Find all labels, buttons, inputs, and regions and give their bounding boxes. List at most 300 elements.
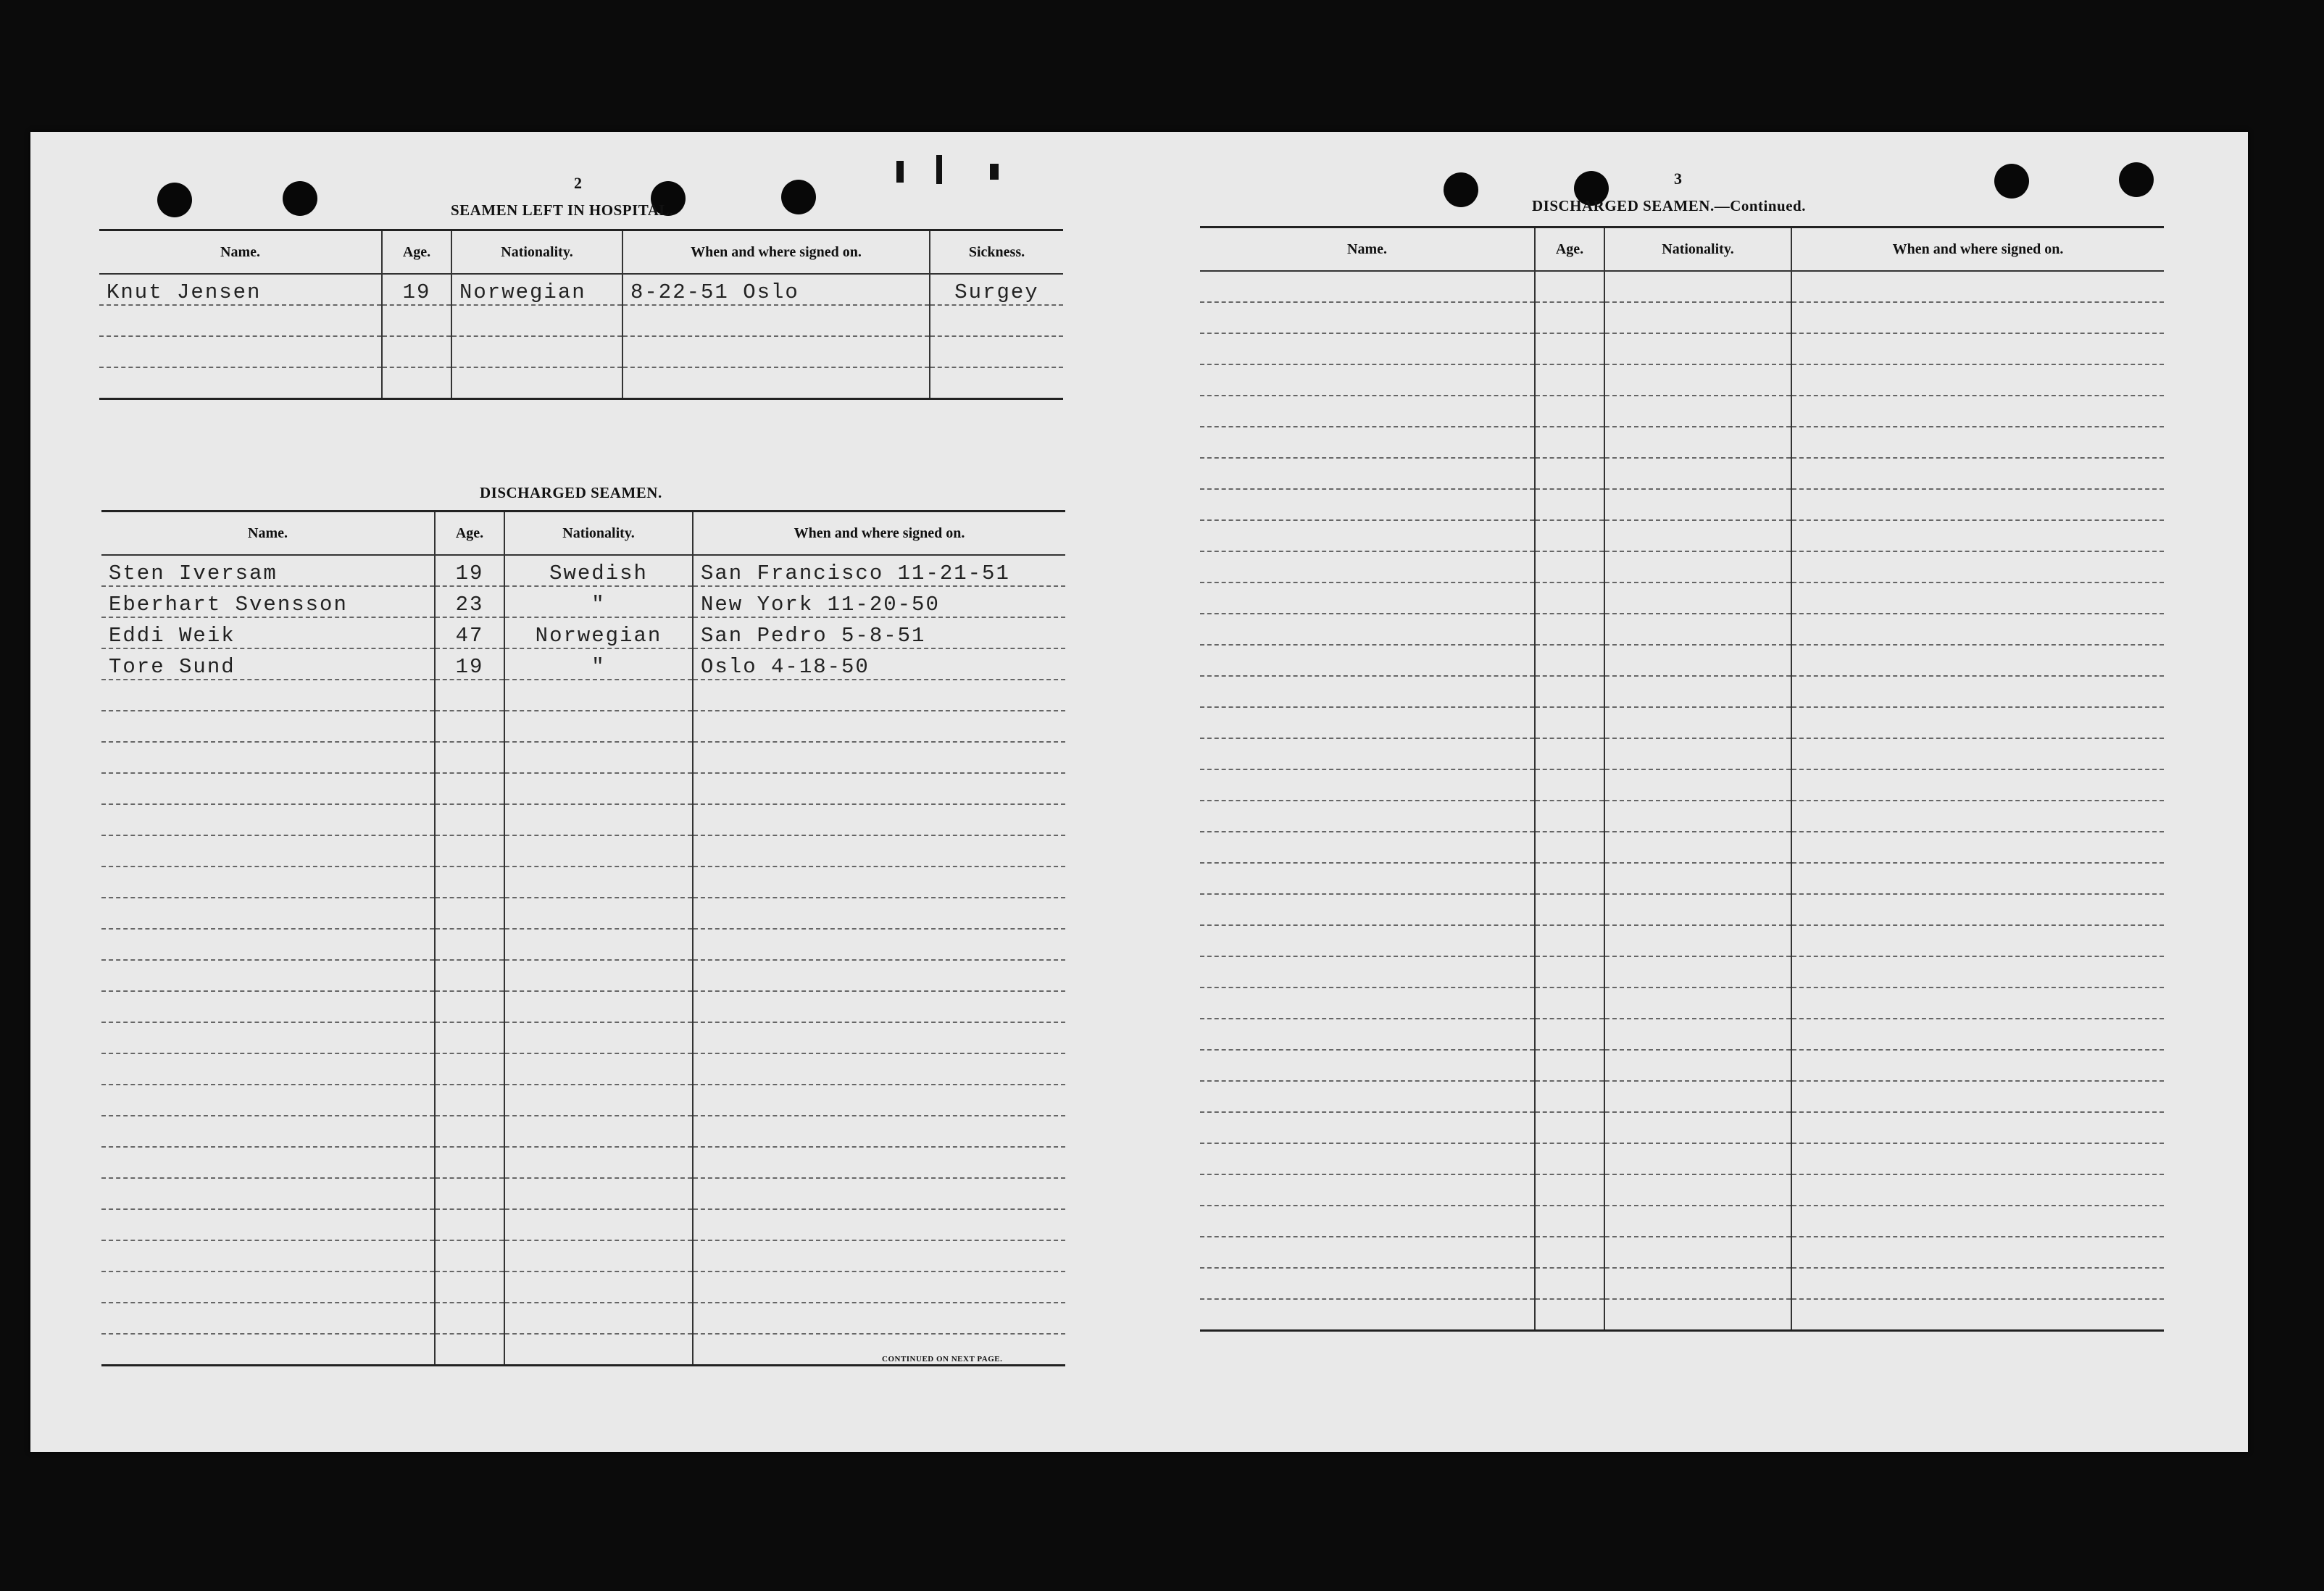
cell-name <box>101 898 435 929</box>
column-header-age: Age. <box>1535 227 1604 272</box>
cell-age: 47 <box>435 617 504 648</box>
column-header-signed-on: When and where signed on. <box>622 230 930 275</box>
cell-sickness <box>930 305 1063 336</box>
cell-nationality <box>1604 894 1791 925</box>
cell-signed-on <box>693 1303 1065 1334</box>
cell-name <box>1200 1237 1535 1268</box>
cell-name <box>1200 1174 1535 1206</box>
left-page <box>30 132 1132 1452</box>
cell-signed-on <box>1791 645 2164 676</box>
table-row <box>1200 676 2164 707</box>
table-row <box>101 617 1065 648</box>
table-row <box>101 898 1065 929</box>
cell-signed-on <box>693 1240 1065 1271</box>
table-row <box>101 586 1065 617</box>
cell-name <box>1200 1268 1535 1299</box>
table-row <box>101 680 1065 711</box>
table-row <box>1200 956 2164 987</box>
cell-signed-on <box>1791 769 2164 801</box>
cell-nationality <box>1604 551 1791 582</box>
cell-age <box>1535 551 1604 582</box>
cell-name <box>1200 1143 1535 1174</box>
cell-age <box>1535 769 1604 801</box>
cell-nationality <box>504 898 693 929</box>
cell-signed-on <box>1791 707 2164 738</box>
cell-name: Knut Jensen <box>99 274 382 305</box>
cell-nationality <box>1604 956 1791 987</box>
cell-nationality <box>451 336 622 367</box>
cell-nationality <box>1604 1050 1791 1081</box>
cell-signed-on <box>693 711 1065 742</box>
table-row <box>1200 1206 2164 1237</box>
cell-name <box>1200 1112 1535 1143</box>
table-row <box>1200 333 2164 364</box>
cell-nationality <box>504 835 693 867</box>
table-row <box>101 1147 1065 1178</box>
right-page <box>1139 132 2248 1452</box>
table-row <box>1200 396 2164 427</box>
cell-name <box>101 804 435 835</box>
cell-nationality <box>504 742 693 773</box>
cell-signed-on <box>1791 551 2164 582</box>
cell-name <box>1200 1081 1535 1112</box>
continued-rows <box>1200 271 2164 1331</box>
punch-hole <box>1994 164 2029 199</box>
cell-signed-on <box>1791 676 2164 707</box>
punch-hole <box>781 180 816 214</box>
cell-signed-on <box>693 1209 1065 1240</box>
cell-signed-on <box>693 1334 1065 1366</box>
cell-name <box>101 680 435 711</box>
cell-signed-on <box>1791 1050 2164 1081</box>
cell-nationality <box>1604 458 1791 489</box>
table-row <box>101 1303 1065 1334</box>
cell-nationality <box>504 991 693 1022</box>
cell-sickness <box>930 336 1063 367</box>
cell-name <box>101 1116 435 1147</box>
cell-nationality <box>504 1178 693 1209</box>
cell-signed-on: San Francisco 11-21-51 <box>693 555 1065 586</box>
cell-age <box>435 960 504 991</box>
cell-signed-on <box>1791 1268 2164 1299</box>
cell-nationality <box>1604 1237 1791 1268</box>
cell-signed-on <box>693 773 1065 804</box>
cell-nationality <box>1604 676 1791 707</box>
cell-age <box>435 742 504 773</box>
table-row <box>1200 1174 2164 1206</box>
cell-nationality <box>504 867 693 898</box>
cell-name <box>1200 863 1535 894</box>
cell-signed-on <box>1791 333 2164 364</box>
cell-name <box>1200 738 1535 769</box>
table-row <box>99 274 1063 305</box>
table-row <box>101 711 1065 742</box>
table-row <box>1200 458 2164 489</box>
cell-age <box>1535 738 1604 769</box>
column-header-name: Name. <box>99 230 382 275</box>
cell-age <box>1535 614 1604 645</box>
cell-signed-on <box>1791 1143 2164 1174</box>
cell-name <box>1200 271 1535 302</box>
cell-signed-on <box>1791 1019 2164 1050</box>
table-row <box>101 1053 1065 1085</box>
table-row <box>101 1085 1065 1116</box>
cell-nationality <box>451 367 622 399</box>
cell-signed-on <box>693 1053 1065 1085</box>
cell-signed-on: New York 11-20-50 <box>693 586 1065 617</box>
cell-sickness <box>930 367 1063 399</box>
cell-nationality <box>1604 582 1791 614</box>
cell-signed-on <box>1791 582 2164 614</box>
cell-signed-on <box>693 1271 1065 1303</box>
table-row <box>101 773 1065 804</box>
cell-signed-on <box>693 1147 1065 1178</box>
punch-hole <box>157 183 192 217</box>
cell-nationality <box>1604 396 1791 427</box>
hospital-table <box>99 229 1063 400</box>
punch-hole <box>1444 172 1478 207</box>
cell-nationality <box>504 960 693 991</box>
cell-signed-on <box>1791 956 2164 987</box>
cell-age <box>1535 1206 1604 1237</box>
cell-nationality <box>1604 1143 1791 1174</box>
cell-nationality <box>504 711 693 742</box>
cell-age <box>382 305 451 336</box>
table-row <box>1200 364 2164 396</box>
discharged-header-row <box>101 511 1065 556</box>
cell-signed-on <box>693 680 1065 711</box>
cell-age: 19 <box>435 555 504 586</box>
cell-name: Eberhart Svensson <box>101 586 435 617</box>
cell-age <box>435 1271 504 1303</box>
cell-nationality <box>1604 1299 1791 1331</box>
cell-age <box>1535 1174 1604 1206</box>
cell-age <box>1535 1299 1604 1331</box>
cell-name <box>101 773 435 804</box>
cell-nationality: " <box>504 648 693 680</box>
cell-age <box>435 773 504 804</box>
cell-name <box>1200 396 1535 427</box>
cell-nationality <box>504 1022 693 1053</box>
cell-signed-on <box>693 1178 1065 1209</box>
cell-age <box>1535 1143 1604 1174</box>
table-row <box>1200 551 2164 582</box>
cell-name <box>1200 364 1535 396</box>
cell-signed-on <box>693 991 1065 1022</box>
discharged-rows <box>101 555 1065 1366</box>
cell-name <box>1200 1050 1535 1081</box>
cell-age <box>435 867 504 898</box>
cell-signed-on <box>1791 396 2164 427</box>
cell-nationality <box>504 1303 693 1334</box>
cell-name <box>1200 645 1535 676</box>
cell-age <box>435 1053 504 1085</box>
cell-age <box>1535 801 1604 832</box>
cell-name <box>1200 582 1535 614</box>
cell-age <box>382 336 451 367</box>
cell-age <box>435 680 504 711</box>
cell-signed-on <box>1791 271 2164 302</box>
table-row <box>1200 1050 2164 1081</box>
cell-age <box>435 991 504 1022</box>
cell-nationality <box>1604 1268 1791 1299</box>
table-row <box>101 1022 1065 1053</box>
column-header-name: Name. <box>101 511 435 556</box>
cell-name <box>1200 894 1535 925</box>
cell-signed-on <box>693 1085 1065 1116</box>
cell-nationality <box>504 1209 693 1240</box>
table-row <box>1200 925 2164 956</box>
cell-nationality <box>451 305 622 336</box>
column-header-nationality: Nationality. <box>1604 227 1791 272</box>
cell-age: 19 <box>382 274 451 305</box>
cell-sickness: Surgey <box>930 274 1063 305</box>
cell-signed-on <box>1791 302 2164 333</box>
table-row <box>1200 645 2164 676</box>
column-header-age: Age. <box>435 511 504 556</box>
punch-hole <box>283 181 317 216</box>
cell-age <box>1535 1268 1604 1299</box>
cell-age <box>1535 676 1604 707</box>
cell-signed-on <box>1791 738 2164 769</box>
cell-name <box>1200 987 1535 1019</box>
cell-signed-on: San Pedro 5-8-51 <box>693 617 1065 648</box>
document-sheet <box>30 132 2248 1452</box>
cell-nationality <box>1604 987 1791 1019</box>
cell-name <box>1200 333 1535 364</box>
cell-name <box>101 929 435 960</box>
column-header-sickness: Sickness. <box>930 230 1063 275</box>
cell-name: Sten Iversam <box>101 555 435 586</box>
cell-name <box>101 960 435 991</box>
cell-nationality <box>1604 645 1791 676</box>
cell-name <box>1200 1019 1535 1050</box>
column-header-signed-on: When and where signed on. <box>1791 227 2164 272</box>
cell-age <box>1535 1081 1604 1112</box>
cell-signed-on <box>1791 1174 2164 1206</box>
cell-name <box>1200 801 1535 832</box>
table-row <box>101 960 1065 991</box>
cell-signed-on <box>1791 364 2164 396</box>
cell-age <box>435 804 504 835</box>
cell-age: 23 <box>435 586 504 617</box>
cell-age <box>1535 1050 1604 1081</box>
cell-signed-on: Oslo 4-18-50 <box>693 648 1065 680</box>
cell-name <box>1200 832 1535 863</box>
cell-age <box>1535 925 1604 956</box>
cell-age <box>1535 987 1604 1019</box>
column-header-age: Age. <box>382 230 451 275</box>
table-row <box>1200 801 2164 832</box>
cell-nationality <box>1604 489 1791 520</box>
cell-name <box>101 1271 435 1303</box>
cell-signed-on <box>1791 894 2164 925</box>
cell-nationality <box>1604 832 1791 863</box>
cell-age <box>1535 458 1604 489</box>
cell-signed-on <box>1791 1112 2164 1143</box>
cell-age <box>1535 1237 1604 1268</box>
cell-signed-on <box>622 305 930 336</box>
scan-speck <box>990 164 999 180</box>
scan-speck <box>896 161 904 183</box>
cell-signed-on <box>693 867 1065 898</box>
cell-signed-on <box>1791 489 2164 520</box>
cell-nationality <box>504 1271 693 1303</box>
cell-signed-on <box>1791 614 2164 645</box>
cell-signed-on <box>1791 863 2164 894</box>
cell-nationality <box>1604 738 1791 769</box>
hospital-rows <box>99 274 1063 399</box>
cell-nationality <box>1604 427 1791 458</box>
cell-signed-on <box>1791 1237 2164 1268</box>
cell-age <box>1535 956 1604 987</box>
hospital-header-row <box>99 230 1063 275</box>
table-row <box>101 1178 1065 1209</box>
cell-name <box>1200 427 1535 458</box>
cell-name <box>1200 676 1535 707</box>
table-row <box>101 991 1065 1022</box>
column-header-nationality: Nationality. <box>451 230 622 275</box>
table-row <box>101 1271 1065 1303</box>
cell-signed-on <box>1791 801 2164 832</box>
cell-nationality <box>1604 769 1791 801</box>
cell-nationality <box>504 773 693 804</box>
table-row <box>101 804 1065 835</box>
cell-name: Tore Sund <box>101 648 435 680</box>
table-row <box>1200 832 2164 863</box>
cell-nationality <box>1604 1112 1791 1143</box>
punch-hole <box>2119 162 2154 197</box>
cell-name <box>1200 1206 1535 1237</box>
table-row <box>1200 302 2164 333</box>
cell-age <box>435 1147 504 1178</box>
cell-nationality <box>1604 520 1791 551</box>
cell-name <box>1200 769 1535 801</box>
cell-name <box>101 1147 435 1178</box>
cell-name <box>1200 707 1535 738</box>
cell-name <box>99 367 382 399</box>
cell-age <box>435 1116 504 1147</box>
cell-age <box>1535 302 1604 333</box>
cell-nationality: Norwegian <box>451 274 622 305</box>
cell-name <box>1200 520 1535 551</box>
cell-signed-on <box>1791 1081 2164 1112</box>
table-row <box>1200 1268 2164 1299</box>
cell-name <box>1200 925 1535 956</box>
cell-signed-on <box>693 1116 1065 1147</box>
cell-age <box>435 1085 504 1116</box>
table-row <box>1200 1112 2164 1143</box>
cell-nationality <box>504 1240 693 1271</box>
table-row <box>101 867 1065 898</box>
cell-nationality <box>1604 364 1791 396</box>
cell-nationality <box>504 929 693 960</box>
table-row <box>101 648 1065 680</box>
table-row <box>1200 427 2164 458</box>
cell-name <box>101 742 435 773</box>
cell-signed-on <box>1791 925 2164 956</box>
table-row <box>1200 271 2164 302</box>
table-row <box>1200 863 2164 894</box>
cell-signed-on <box>1791 1206 2164 1237</box>
cell-name <box>101 1178 435 1209</box>
cell-nationality: Swedish <box>504 555 693 586</box>
cell-age <box>435 1240 504 1271</box>
cell-name <box>101 835 435 867</box>
cell-nationality <box>1604 302 1791 333</box>
column-header-nationality: Nationality. <box>504 511 693 556</box>
column-header-name: Name. <box>1200 227 1535 272</box>
cell-age <box>1535 396 1604 427</box>
cell-signed-on <box>693 804 1065 835</box>
cell-name <box>101 1209 435 1240</box>
cell-age <box>1535 427 1604 458</box>
cell-age <box>1535 1019 1604 1050</box>
cell-nationality <box>1604 801 1791 832</box>
column-header-signed-on: When and where signed on. <box>693 511 1065 556</box>
cell-name <box>1200 489 1535 520</box>
table-row <box>1200 707 2164 738</box>
cell-age <box>435 835 504 867</box>
continued-header-row <box>1200 227 2164 272</box>
cell-name <box>101 1022 435 1053</box>
cell-age <box>1535 894 1604 925</box>
cell-nationality <box>1604 1206 1791 1237</box>
table-row <box>1200 582 2164 614</box>
table-row <box>1200 1081 2164 1112</box>
cell-age <box>1535 832 1604 863</box>
cell-age <box>1535 520 1604 551</box>
cell-name <box>1200 302 1535 333</box>
table-row <box>1200 1143 2164 1174</box>
discharged-section-title: DISCHARGED SEAMEN. <box>480 484 662 501</box>
cell-name <box>1200 956 1535 987</box>
discharged-continued-title: DISCHARGED SEAMEN.—Continued. <box>1532 197 1806 214</box>
cell-nationality <box>1604 925 1791 956</box>
cell-signed-on <box>1791 1299 2164 1331</box>
table-row <box>1200 520 2164 551</box>
cell-nationality <box>504 1334 693 1366</box>
cell-age: 19 <box>435 648 504 680</box>
cell-nationality <box>1604 1019 1791 1050</box>
table-row <box>101 1116 1065 1147</box>
continued-note: CONTINUED ON NEXT PAGE. <box>882 1355 1003 1364</box>
cell-nationality <box>504 680 693 711</box>
cell-age <box>1535 489 1604 520</box>
scan-speck <box>936 155 942 184</box>
table-row <box>1200 894 2164 925</box>
cell-signed-on <box>1791 427 2164 458</box>
cell-nationality: " <box>504 586 693 617</box>
table-row <box>1200 987 2164 1019</box>
cell-name <box>101 1334 435 1366</box>
cell-age <box>1535 364 1604 396</box>
cell-age <box>435 1209 504 1240</box>
cell-nationality <box>504 1085 693 1116</box>
table-row <box>101 555 1065 586</box>
cell-nationality <box>504 1147 693 1178</box>
cell-signed-on <box>693 742 1065 773</box>
discharged-continued-table <box>1200 226 2164 1332</box>
cell-age <box>435 1178 504 1209</box>
cell-nationality: Norwegian <box>504 617 693 648</box>
cell-signed-on <box>693 929 1065 960</box>
cell-name <box>101 1053 435 1085</box>
cell-nationality <box>504 1116 693 1147</box>
table-row <box>101 1240 1065 1271</box>
hospital-section-title: SEAMEN LEFT IN HOSPITAL. <box>451 201 674 219</box>
table-row <box>1200 1299 2164 1331</box>
